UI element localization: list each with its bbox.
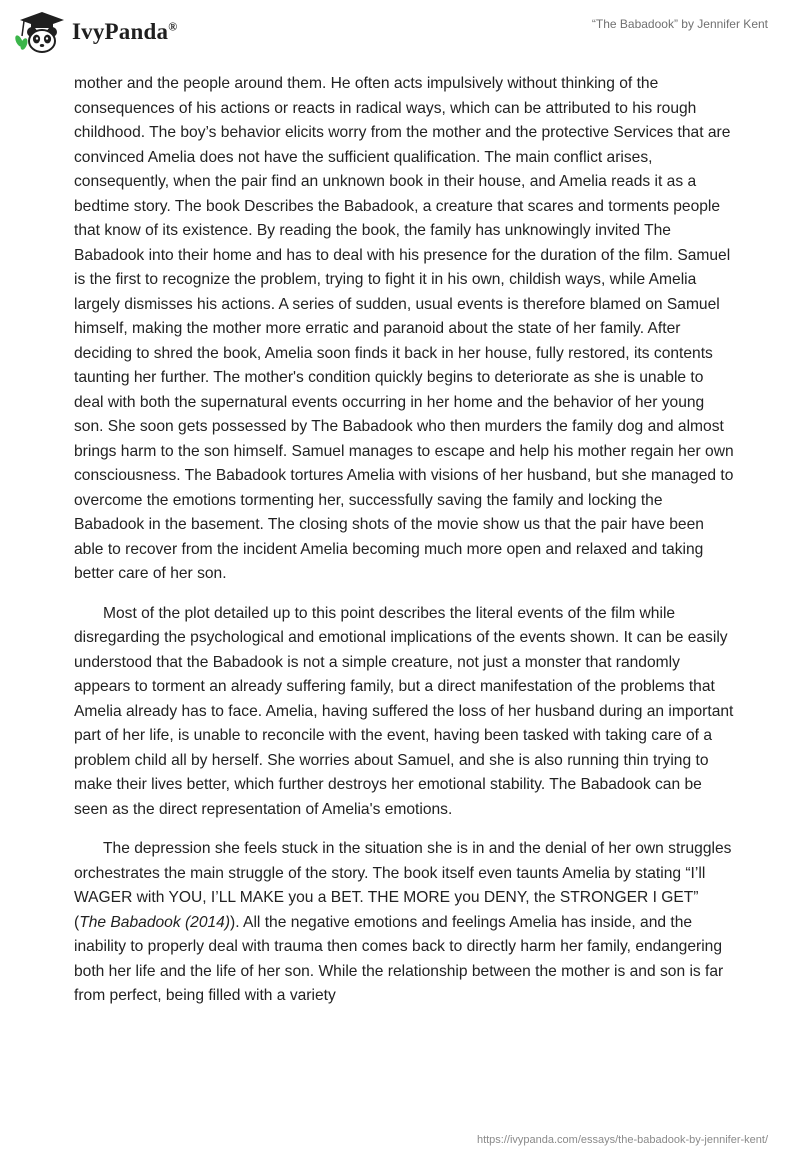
paragraph-3-text-end: ). All the negative emotions and feelings Amelia has inside, and the inability to properly deal with trauma then comes back to directly harm her family, endangering both her life and the life of her son. While the relationship between the mother is and son is far from perfect, being filled with a variety — [74, 913, 724, 1004]
paragraph-3-text-start: The depression she feels stuck in the situation she is in and the denial of her own struggles orchestrates the main struggle of the story. The book itself even taunts Amelia by stating “I’ll WAGER with YOU, I’LL MAKE you a BET. THE MORE you DENY, the STRONGER I GET” ( — [74, 840, 732, 931]
panda-graduate-icon — [12, 10, 66, 54]
paragraph-2: Most of the plot detailed up to this point describes the literal events of the film while disregarding the psychological and emotional implications of the events shown. It can be easily understood that the Babadook is not a simple creature, not just a monster that randomly appears to torment an already suffering family, but a direct manifestation of the problems that Amelia already has to face. Amelia, having suffered the loss of her husband during an important part of her life, is unable to reconcile with the event, having been tasked with taking care of a problem child all by herself. She worries about Samuel, and she is also running thin trying to make their lives better, which further destroys her emotional stability. The Babadook can be seen as the direct representation of Amelia's emotions. — [74, 604, 734, 818]
logo-wordmark: IvyPanda® — [72, 19, 178, 44]
film-citation: The Babadook (2014) — [79, 913, 231, 931]
registered-mark: ® — [168, 19, 178, 34]
ivypanda-logo[interactable] — [12, 8, 177, 56]
page-header — [0, 0, 800, 60]
paragraph-1: mother and the people around them. He often acts impulsively without thinking of the consequences of his actions or reacts in radical ways, which can be attributed to his rough childhood. The boy’s behavior elicits worry from the mother and the protective Services that are convinced Amelia does not have the sufficient qualification. The main conflict arises, consequently, when the pair find an unknown book in their house, and Amelia reads it as a bedtime story. The book Describes the Babadook, a creature that scares and torments people that know of its existence. By reading the book, the family has unknowingly invited The Babadook into their home and has to deal with his presence for the duration of the film. Samuel is the first to recognize the problem, trying to fight it in his own, childish ways, while Amelia largely dismisses his actions. A series of sudden, usual events is therefore blamed on Samuel himself, making the mother more erratic and paranoid about the state of her family. After deciding to shred the book, Amelia soon finds it back in her house, fully restored, its contents taunting her further. The mother's condition quickly begins to deteriorate as she is unable to deal with both the supernatural events occurring in her home and the behavior of her young son. She soon gets possessed by The Babadook who then murders the family dog and almost brings harm to the son himself. Samuel manages to escape and help his mother regain her own consciousness. The Babadook tortures Amelia with visions of her husband, but she managed to overcome the emotions tormenting her, successfully saving the family and locking the Babadook in the basement. The closing shots of the movie show us that the pair have been able to recover from the incident Amelia becoming much more open and relaxed and taking better care of her son. — [74, 75, 734, 582]
document-title: “The Babadook” by Jennifer Kent — [591, 17, 768, 31]
paragraph-3 — [74, 837, 734, 1009]
essay-body — [74, 72, 734, 1024]
source-url-link[interactable]: https://ivypanda.com/essays/the-babadook-by-jennifer-kent/ — [476, 1134, 768, 1146]
